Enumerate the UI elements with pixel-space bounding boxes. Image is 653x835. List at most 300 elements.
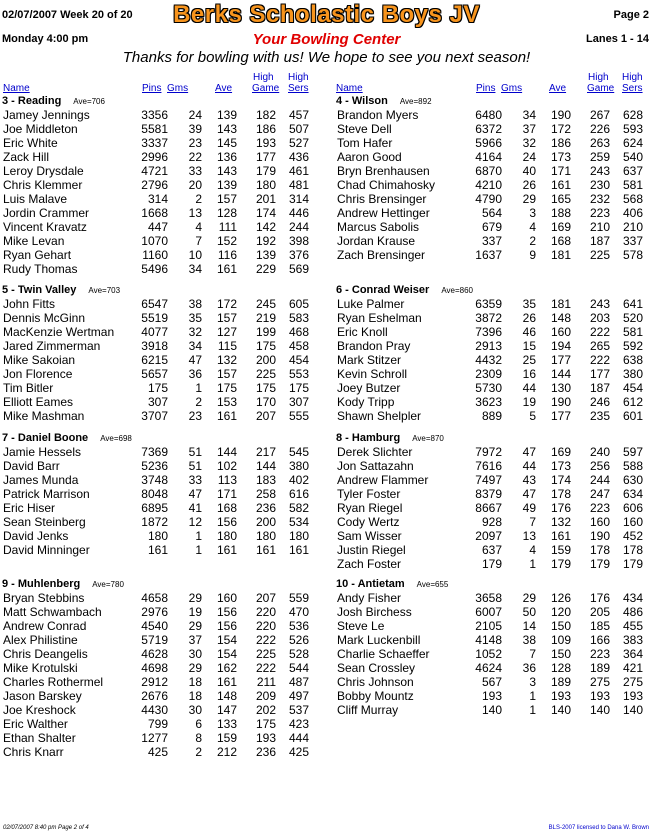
bowler-high-game: 178: [589, 543, 610, 557]
bowler-pins: 5966: [475, 136, 502, 150]
bowler-name: Ryan Riegel: [337, 501, 403, 515]
bowler-games: 37: [522, 122, 536, 136]
bowler-high-game: 179: [255, 164, 276, 178]
team-average: Ave=655: [416, 580, 449, 589]
bowler-row: [334, 108, 653, 122]
bowler-pins: 6359: [475, 297, 502, 311]
bowler-name: Derek Slichter: [337, 445, 413, 459]
bowler-high-game: 267: [589, 108, 610, 122]
bowler-name: Tim Bitler: [3, 381, 54, 395]
bowler-name: Sam Wisser: [337, 529, 402, 543]
col-gms: Gms: [167, 83, 189, 94]
bowler-average: 161: [216, 543, 237, 557]
bowler-pins: 3658: [475, 591, 502, 605]
bowler-row: [334, 605, 653, 619]
bowler-pins: 5519: [141, 311, 168, 325]
bowler-row: [334, 689, 653, 703]
bowler-average: 128: [550, 661, 571, 675]
bowler-high-series: 616: [288, 487, 309, 501]
bowler-average: 139: [216, 108, 237, 122]
bowler-games: 29: [522, 192, 536, 206]
bowler-row: [0, 220, 320, 234]
bowler-pins: 3356: [141, 108, 168, 122]
bowler-pins: 3707: [141, 409, 168, 423]
bowler-high-game: 207: [255, 409, 276, 423]
bowler-average: 179: [550, 557, 571, 571]
bowler-games: 30: [188, 647, 202, 661]
bowler-high-game: 186: [255, 122, 276, 136]
bowler-games: 47: [188, 487, 202, 501]
bowler-high-game: 223: [589, 647, 610, 661]
bowler-high-game: 200: [255, 515, 276, 529]
bowler-high-series: 406: [622, 206, 643, 220]
bowler-average: 171: [550, 164, 571, 178]
bowler-name: Chad Chimahosky: [337, 178, 436, 192]
bowler-pins: 161: [147, 543, 168, 557]
team-name: 3 - Reading: [2, 95, 62, 107]
bowler-row: [0, 367, 320, 381]
bowler-pins: 799: [147, 717, 168, 731]
bowler-high-series: 624: [622, 136, 643, 150]
bowler-pins: 1872: [141, 515, 168, 529]
col-gms: Gms: [501, 83, 523, 94]
bowler-games: 2: [195, 192, 202, 206]
bowler-high-series: 555: [288, 409, 309, 423]
bowler-row: [334, 501, 653, 515]
bowler-average: 161: [216, 262, 237, 276]
bowler-name: Jon Florence: [3, 367, 73, 381]
bowler-pins: 4721: [141, 164, 168, 178]
bowler-row: [334, 136, 653, 150]
bowler-name: Eric Walther: [3, 717, 68, 731]
bowler-pins: 3337: [141, 136, 168, 150]
bowler-average: 153: [216, 395, 237, 409]
bowler-pins: 4430: [141, 703, 168, 717]
bowler-average: 148: [550, 311, 571, 325]
bowler-name: Jason Barskey: [3, 689, 82, 703]
bowler-high-series: 423: [288, 717, 309, 731]
bowler-row: [0, 605, 320, 619]
bowler-name: Chris Klemmer: [3, 178, 83, 192]
bowler-high-game: 175: [255, 339, 276, 353]
bowler-games: 2: [195, 395, 202, 409]
bowler-name: Bryn Brenhausen: [337, 164, 430, 178]
team-average: Ave=870: [412, 434, 444, 443]
bowler-high-game: 223: [589, 206, 610, 220]
date-week: 02/07/2007 Week 20 of 20: [2, 9, 133, 21]
bowler-high-game: 263: [589, 136, 610, 150]
bowler-high-series: 244: [288, 220, 309, 234]
bowler-high-series: 140: [622, 703, 643, 717]
bowler-name: Joey Butzer: [337, 381, 401, 395]
bowler-games: 47: [522, 445, 536, 459]
bowler-average: 145: [216, 136, 237, 150]
bowler-pins: 564: [481, 206, 502, 220]
bowler-row: [0, 445, 320, 459]
bowler-high-game: 222: [589, 325, 610, 339]
bowler-row: [334, 122, 653, 136]
bowler-average: 157: [216, 367, 237, 381]
bowler-name: Brandon Pray: [337, 339, 411, 353]
bowler-row: [0, 529, 320, 543]
bowler-average: 154: [216, 633, 237, 647]
bowler-games: 43: [522, 473, 536, 487]
bowler-average: 161: [216, 675, 237, 689]
bowler-games: 29: [188, 619, 202, 633]
bowler-high-series: 421: [622, 661, 643, 675]
bowler-row: [0, 108, 320, 122]
bowler-high-series: 455: [622, 619, 643, 633]
bowler-row: [0, 122, 320, 136]
bowler-name: Eric White: [3, 136, 58, 150]
bowler-high-game: 217: [255, 445, 276, 459]
bowler-high-game: 229: [255, 262, 276, 276]
team-name: 6 - Conrad Weiser: [336, 284, 430, 296]
bowler-high-game: 174: [255, 206, 276, 220]
bowler-games: 23: [188, 409, 202, 423]
bowler-pins: 6870: [475, 164, 502, 178]
bowler-high-game: 235: [589, 409, 610, 423]
bowler-name: Matt Schwambach: [3, 605, 102, 619]
bowler-games: 1: [195, 543, 202, 557]
bowler-pins: 4698: [141, 661, 168, 675]
bowler-average: 159: [216, 731, 237, 745]
bowler-high-game: 209: [255, 689, 276, 703]
bowler-row: [0, 717, 320, 731]
bowler-name: Zach Foster: [337, 557, 402, 571]
bowler-games: 44: [522, 459, 536, 473]
bowler-high-series: 380: [622, 367, 643, 381]
bowler-games: 20: [188, 178, 202, 192]
bowler-average: 181: [550, 248, 571, 262]
bowler-high-game: 166: [589, 633, 610, 647]
bowler-high-game: 160: [589, 515, 610, 529]
bowler-average: 180: [216, 529, 237, 543]
bowler-high-game: 176: [589, 591, 610, 605]
bowler-pins: 1637: [475, 248, 502, 262]
bowler-name: Ryan Gehart: [3, 248, 72, 262]
bowler-average: 144: [550, 367, 571, 381]
bowler-games: 51: [188, 459, 202, 473]
bowler-pins: 5581: [141, 122, 168, 136]
bowler-name: Ethan Shalter: [3, 731, 76, 745]
bowler-high-game: 210: [589, 220, 610, 234]
license-footer: BLS-2007 licensed to Dana W. Brown: [548, 825, 649, 831]
bowler-average: 190: [550, 395, 571, 409]
bowler-average: 171: [216, 487, 237, 501]
bowler-average: 173: [550, 459, 571, 473]
bowler-high-game: 175: [255, 381, 276, 395]
bowler-row: [334, 703, 653, 717]
bowler-pins: 5657: [141, 367, 168, 381]
bowler-games: 7: [529, 647, 536, 661]
bowler-average: 154: [216, 647, 237, 661]
bowler-games: 12: [188, 515, 202, 529]
bowler-high-series: 457: [288, 108, 309, 122]
bowler-row: [0, 703, 320, 717]
bowler-high-series: 583: [288, 311, 309, 325]
bowler-name: Chris Brensinger: [337, 192, 427, 206]
bowler-games: 29: [188, 591, 202, 605]
bowler-games: 47: [188, 353, 202, 367]
bowler-average: 169: [550, 220, 571, 234]
bowler-high-series: 534: [288, 515, 309, 529]
bowler-pins: 6547: [141, 297, 168, 311]
bowler-name: Cody Wertz: [337, 515, 400, 529]
bowler-games: 5: [529, 409, 536, 423]
bowler-average: 102: [216, 459, 237, 473]
bowler-high-series: 444: [288, 731, 309, 745]
bowler-row: [0, 543, 320, 557]
print-footer: 02/07/2007 8:40 pm Page 2 of 4: [3, 825, 89, 831]
bowler-average: 156: [216, 605, 237, 619]
bowler-name: Josh Birchess: [337, 605, 412, 619]
bowler-row: [0, 311, 320, 325]
bowler-games: 38: [188, 297, 202, 311]
bowler-high-series: 582: [288, 501, 309, 515]
bowler-row: [334, 473, 653, 487]
bowler-name: Alex Philistine: [3, 633, 78, 647]
bowler-high-series: 434: [622, 591, 643, 605]
bowler-row: [334, 367, 653, 381]
bowler-average: 133: [216, 717, 237, 731]
bowler-average: 130: [550, 381, 571, 395]
bowler-high-series: 487: [288, 675, 309, 689]
bowler-games: 7: [195, 234, 202, 248]
bowler-pins: 5719: [141, 633, 168, 647]
bowler-row: [0, 325, 320, 339]
bowler-name: David Minninger: [3, 543, 90, 557]
bowler-high-game: 225: [589, 248, 610, 262]
bowler-pins: 1668: [141, 206, 168, 220]
lanes-range: Lanes 1 - 14: [586, 33, 649, 45]
bowler-name: David Jenks: [3, 529, 69, 543]
bowler-name: Mike Krotulski: [3, 661, 78, 675]
bowler-average: 157: [216, 192, 237, 206]
bowler-name: Chris Knarr: [3, 745, 64, 759]
bowler-row: [334, 619, 653, 633]
bowler-average: 161: [550, 529, 571, 543]
bowler-high-series: 588: [622, 459, 643, 473]
bowler-pins: 889: [481, 409, 502, 423]
bowler-games: 44: [522, 381, 536, 395]
bowler-games: 16: [522, 367, 536, 381]
col-high-sers: Sers: [622, 83, 643, 94]
bowler-pins: 4077: [141, 325, 168, 339]
bowler-games: 1: [195, 529, 202, 543]
bowler-high-game: 189: [589, 661, 610, 675]
bowler-high-series: 180: [288, 529, 309, 543]
bowler-row: [334, 647, 653, 661]
bowler-name: Jared Zimmerman: [3, 339, 101, 353]
bowler-pins: 4148: [475, 633, 502, 647]
bowler-high-game: 222: [589, 353, 610, 367]
team-name: 8 - Hamburg: [336, 432, 401, 444]
bowler-high-game: 244: [589, 473, 610, 487]
bowler-high-series: 606: [622, 501, 643, 515]
bowler-games: 23: [188, 136, 202, 150]
bowler-pins: 2912: [141, 675, 168, 689]
bowler-row: [334, 339, 653, 353]
bowler-name: Jordin Crammer: [3, 206, 90, 220]
bowler-games: 40: [522, 164, 536, 178]
bowler-row: [334, 395, 653, 409]
bowler-high-game: 243: [589, 164, 610, 178]
bowler-high-series: 398: [288, 234, 309, 248]
bowler-pins: 4540: [141, 619, 168, 633]
bowler-high-series: 537: [288, 703, 309, 717]
bowler-high-series: 536: [288, 619, 309, 633]
bowler-average: 161: [550, 178, 571, 192]
bowler-name: Sean Crossley: [337, 661, 416, 675]
bowler-high-game: 222: [255, 661, 276, 675]
bowler-high-series: 638: [622, 353, 643, 367]
bowler-high-series: 641: [622, 297, 643, 311]
col-ave: Ave: [215, 83, 233, 94]
bowler-high-series: 597: [622, 445, 643, 459]
bowler-row: [0, 675, 320, 689]
bowler-row: [334, 557, 653, 571]
bowler-high-game: 219: [255, 311, 276, 325]
team-title: [336, 284, 473, 296]
bowler-name: Eric Knoll: [337, 325, 388, 339]
bowler-row: [334, 591, 653, 605]
bowler-high-game: 225: [255, 647, 276, 661]
col-high-game: Game: [252, 83, 280, 94]
bowler-high-game: 185: [589, 619, 610, 633]
bowler-average: 120: [550, 605, 571, 619]
bowler-average: 132: [216, 353, 237, 367]
bowler-average: 156: [216, 619, 237, 633]
bowler-games: 22: [188, 150, 202, 164]
bowler-row: [334, 164, 653, 178]
bowler-high-series: 383: [622, 633, 643, 647]
bowler-row: [0, 164, 320, 178]
bowler-name: Patrick Marrison: [3, 487, 90, 501]
bowler-games: 3: [529, 675, 536, 689]
bowler-average: 144: [216, 445, 237, 459]
col-pins: Pins: [476, 83, 496, 94]
bowler-row: [334, 178, 653, 192]
bowler-high-series: 436: [288, 150, 309, 164]
bowler-row: [334, 409, 653, 423]
bowler-name: Mike Mashman: [3, 409, 85, 423]
bowler-pins: 4164: [475, 150, 502, 164]
bowler-name: Bryan Stebbins: [3, 591, 85, 605]
bowler-games: 36: [188, 367, 202, 381]
col-high-sers: Sers: [288, 83, 309, 94]
bowler-average: 136: [216, 150, 237, 164]
bowler-high-series: 553: [288, 367, 309, 381]
bowler-high-game: 232: [589, 192, 610, 206]
bowler-high-game: 183: [255, 473, 276, 487]
bowler-high-game: 256: [589, 459, 610, 473]
bowler-high-series: 468: [288, 325, 309, 339]
bowler-name: Andrew Hettinger: [337, 206, 430, 220]
bowler-high-game: 222: [255, 633, 276, 647]
bowler-row: [0, 459, 320, 473]
bowler-pins: 7396: [475, 325, 502, 339]
bowler-high-series: 559: [288, 591, 309, 605]
bowler-pins: 4790: [475, 192, 502, 206]
bowler-average: 150: [550, 647, 571, 661]
bowler-row: [0, 647, 320, 661]
bowler-high-game: 139: [255, 248, 276, 262]
bowler-high-game: 245: [255, 297, 276, 311]
bowler-high-game: 236: [255, 745, 276, 759]
bowler-name: Luis Malave: [3, 192, 68, 206]
bowler-row: [334, 248, 653, 262]
bowler-games: 41: [188, 501, 202, 515]
col-name: Name: [336, 83, 363, 94]
bowler-row: [334, 150, 653, 164]
bowler-high-series: 425: [288, 745, 309, 759]
col-high-sers-top: High: [622, 72, 643, 83]
bowler-games: 35: [188, 311, 202, 325]
bowler-games: 24: [188, 108, 202, 122]
bowler-games: 1: [529, 703, 536, 717]
bowler-average: 109: [550, 633, 571, 647]
bowler-row: [334, 311, 653, 325]
bowler-high-game: 226: [589, 122, 610, 136]
bowler-row: [0, 409, 320, 423]
bowler-average: 178: [550, 487, 571, 501]
bowler-pins: 2097: [475, 529, 502, 543]
bowler-high-series: 637: [622, 164, 643, 178]
bowler-row: [0, 501, 320, 515]
bowler-pins: 6895: [141, 501, 168, 515]
bowler-high-series: 497: [288, 689, 309, 703]
bowler-average: 177: [550, 409, 571, 423]
bowler-games: 13: [522, 529, 536, 543]
bowler-high-game: 180: [255, 529, 276, 543]
bowler-name: Andrew Flammer: [337, 473, 429, 487]
bowler-average: 159: [550, 543, 571, 557]
bowler-games: 8: [195, 731, 202, 745]
bowler-high-series: 601: [622, 409, 643, 423]
bowler-games: 2: [195, 745, 202, 759]
bowler-high-series: 210: [622, 220, 643, 234]
bowler-high-game: 220: [255, 605, 276, 619]
bowler-pins: 4432: [475, 353, 502, 367]
bowler-row: [334, 381, 653, 395]
bowler-name: Leroy Drysdale: [3, 164, 84, 178]
bowler-row: [334, 459, 653, 473]
bowler-pins: 140: [481, 703, 502, 717]
bowler-pins: 567: [481, 675, 502, 689]
bowler-games: 33: [188, 473, 202, 487]
bowler-name: Ryan Eshelman: [337, 311, 422, 325]
bowler-name: Jordan Krause: [337, 234, 416, 248]
bowler-high-series: 581: [622, 325, 643, 339]
bowler-pins: 2996: [141, 150, 168, 164]
bowler-row: [334, 297, 653, 311]
bowler-name: Charlie Schaeffer: [337, 647, 430, 661]
bowler-games: 51: [188, 445, 202, 459]
bowler-games: 9: [529, 248, 536, 262]
bowler-name: Bobby Mountz: [337, 689, 414, 703]
bowler-pins: 6480: [475, 108, 502, 122]
bowler-high-series: 376: [288, 248, 309, 262]
team-name: 4 - Wilson: [336, 95, 388, 107]
bowler-high-game: 179: [589, 557, 610, 571]
bowler-average: 176: [550, 501, 571, 515]
bowler-average: 186: [550, 136, 571, 150]
bowler-row: [0, 473, 320, 487]
bowler-games: 34: [188, 339, 202, 353]
team-average: Ave=703: [88, 286, 121, 295]
bowler-high-game: 193: [255, 731, 276, 745]
